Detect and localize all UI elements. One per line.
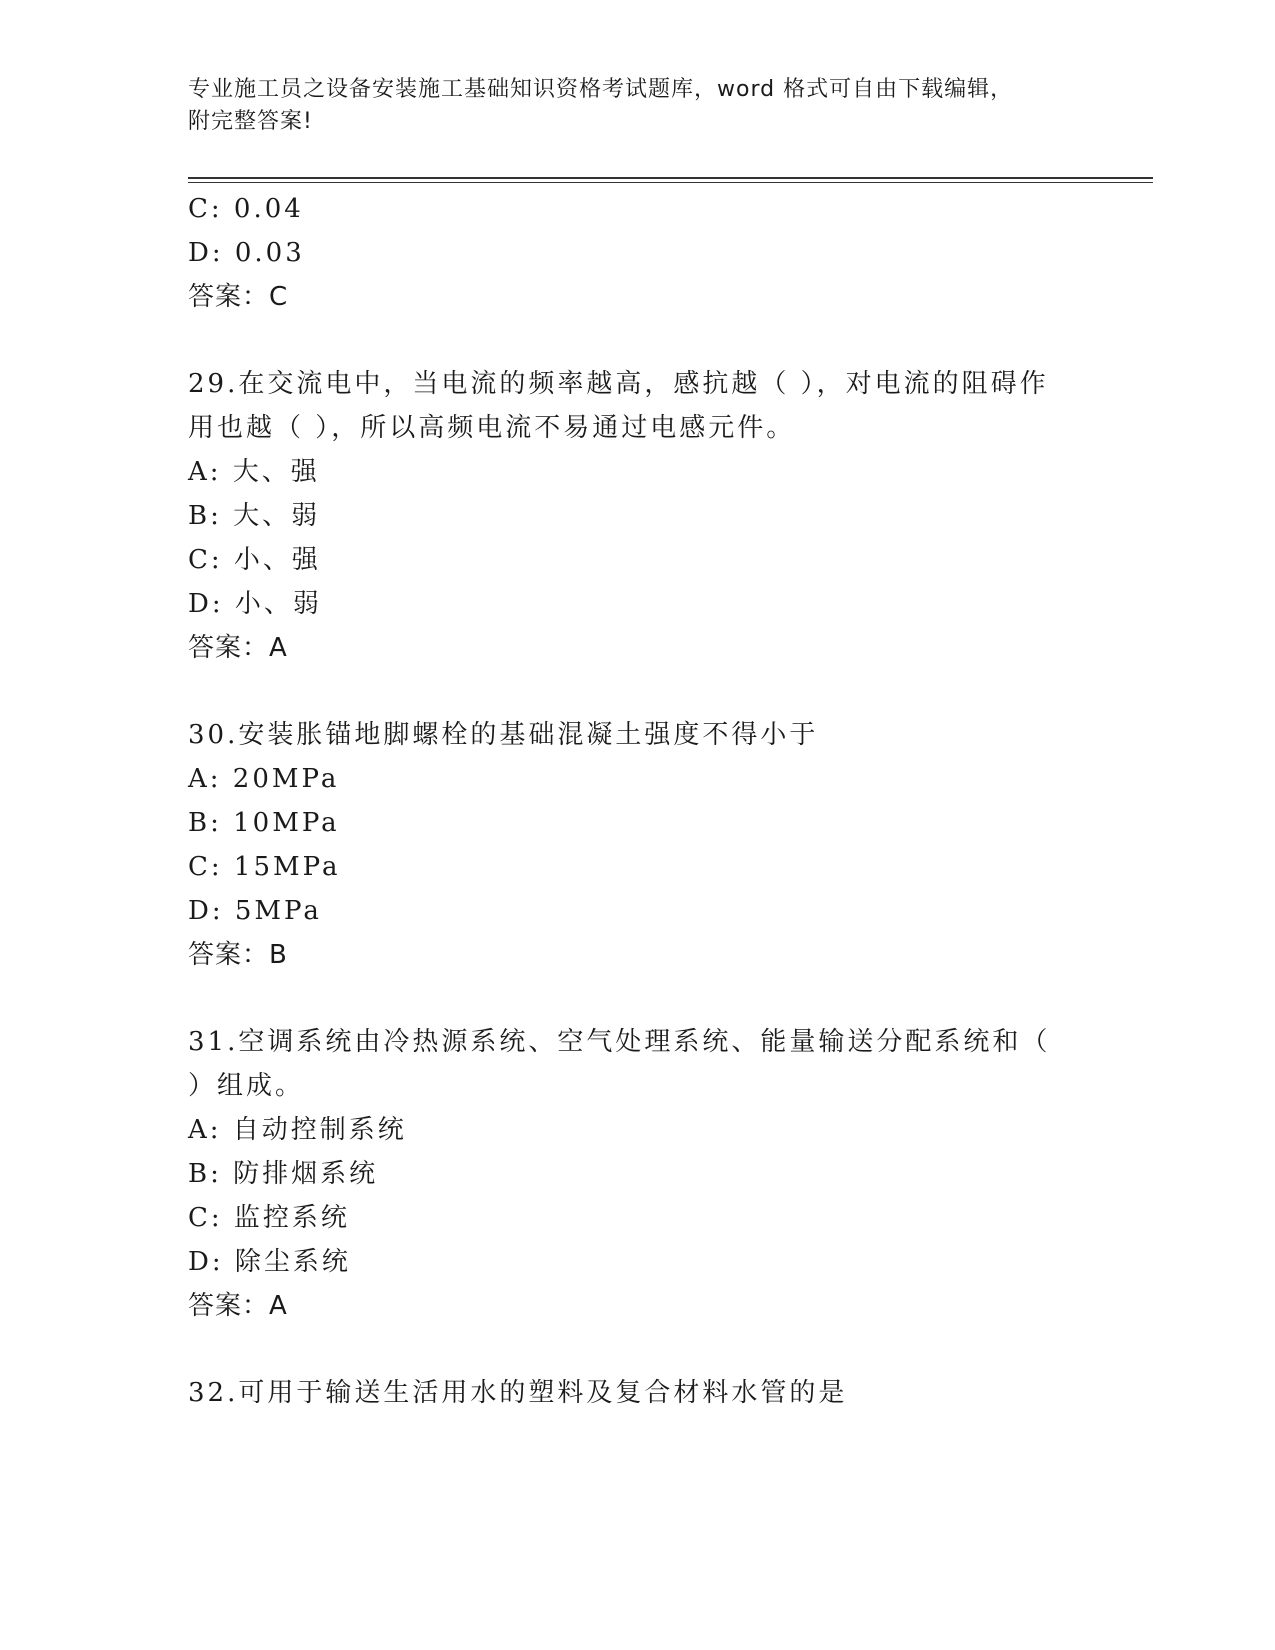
header-divider-thick	[188, 177, 1153, 179]
q29-option-b: B: 大、弱	[188, 501, 321, 531]
q29-option-c: C: 小、强	[188, 545, 321, 575]
q31-option-d: D: 除尘系统	[188, 1247, 351, 1277]
q29-option-d: D: 小、弱	[188, 589, 322, 619]
q32-stem-line-1: 32.可用于输送生活用水的塑料及复合材料水管的是	[188, 1378, 848, 1408]
q29-stem-line-1: 29.在交流电中，当电流的频率越高，感抗越（ ），对电流的阻碍作	[188, 369, 1049, 399]
header-divider-thin	[188, 182, 1153, 183]
q29-stem-line-2: 用也越（ ），所以高频电流不易通过电感元件。	[188, 413, 796, 443]
q31-option-a: A: 自动控制系统	[188, 1115, 407, 1145]
prev-answer: 答案：C	[188, 282, 289, 312]
page-header	[188, 74, 1068, 138]
q29-answer: 答案：A	[188, 633, 288, 663]
q31-stem-line-2: ）组成。	[188, 1071, 305, 1101]
q29-option-a: A: 大、强	[188, 457, 320, 487]
q30-stem-line-1: 30.安装胀锚地脚螺栓的基础混凝土强度不得小于	[188, 720, 819, 750]
q31-option-b: B: 防排烟系统	[188, 1159, 379, 1189]
header-title-line-2: 附完整答案!	[188, 109, 313, 134]
prev-option-d: D: 0.03	[188, 238, 305, 268]
q31-option-c: C: 监控系统	[188, 1203, 350, 1233]
prev-option-c: C: 0.04	[188, 194, 304, 224]
q30-option-c: C: 15MPa	[188, 852, 341, 882]
header-title-line-1: 专业施工员之设备安装施工基础知识资格考试题库，word 格式可自由下载编辑，	[188, 77, 1014, 102]
q30-answer: 答案：B	[188, 940, 288, 970]
q31-answer: 答案：A	[188, 1291, 288, 1321]
q30-option-d: D: 5MPa	[188, 896, 322, 926]
q30-option-a: A: 20MPa	[188, 764, 340, 794]
q31-stem-line-1: 31.空调系统由冷热源系统、空气处理系统、能量输送分配系统和（	[188, 1027, 1051, 1057]
q30-option-b: B: 10MPa	[188, 808, 340, 838]
